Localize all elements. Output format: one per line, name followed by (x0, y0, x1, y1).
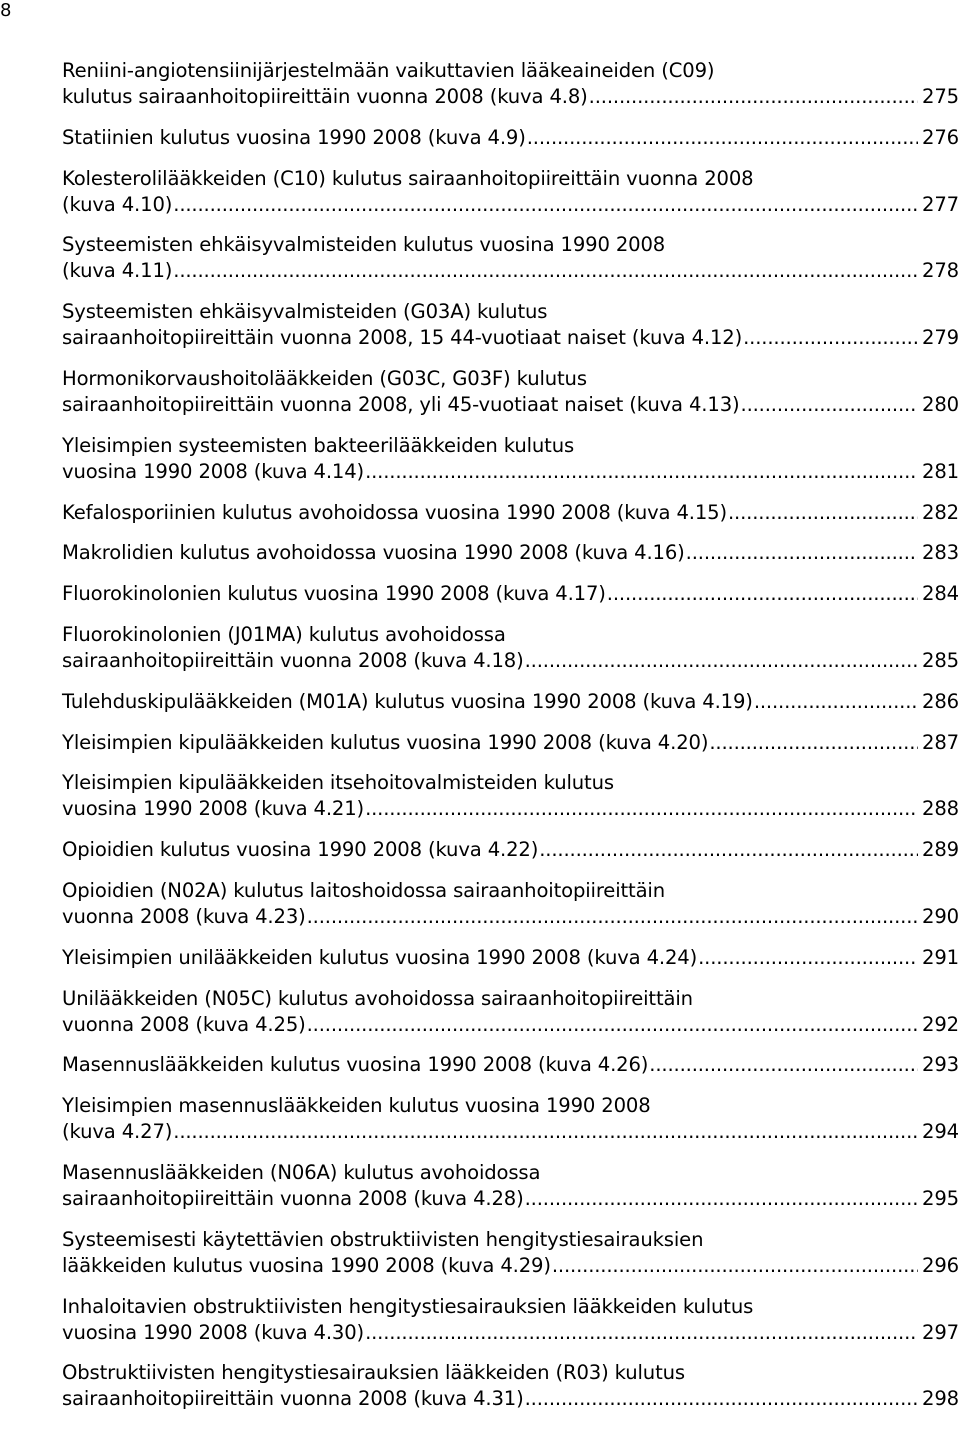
toc-entry-page-number: 280 (922, 392, 959, 416)
toc-entry-title-line: Yleisimpien kipulääkkeiden itsehoitovalmisteiden kulutus (62, 771, 614, 795)
toc-entry-page-number: 276 (922, 125, 959, 149)
toc-entry-page-number: 291 (922, 945, 959, 969)
toc-entry-title-line: Yleisimpien kipulääkkeiden kulutus vuosina 1990 2008 (kuva 4.20) (62, 730, 709, 754)
dot-leader (173, 258, 918, 284)
toc-entry-title-line: kulutus sairaanhoitopiireittäin vuonna 2008 (kuva 4.8) (62, 85, 588, 108)
dot-leader (607, 581, 918, 607)
toc-entry-page-number: 287 (922, 730, 959, 754)
toc-entry-last-line (62, 125, 959, 151)
toc-entry-last-line (62, 392, 959, 418)
toc-entry-title-line: Hormonikorvaushoitolääkkeiden (G03C, G03F) kulutus (62, 366, 587, 390)
toc-entry-page-number: 294 (922, 1120, 959, 1144)
toc-entry-title-line: Systeemisten ehkäisyvalmisteiden (G03A) kulutus (62, 300, 548, 324)
toc-entry-title-line: Opioidien kulutus vuosina 1990 2008 (kuva 4.22) (62, 838, 539, 862)
dot-leader (307, 1012, 918, 1038)
toc-entry[interactable] (62, 986, 959, 1038)
toc-entry-title-line: Yleisimpien systeemisten bakteerilääkkeiden kulutus (62, 433, 575, 457)
toc-entry-page-number: 290 (922, 904, 959, 928)
toc-entry-last-line (62, 325, 959, 351)
toc-entry-last-line (62, 1320, 959, 1346)
toc-entry-page-number: 285 (922, 648, 959, 672)
toc-entry[interactable] (62, 1360, 959, 1412)
toc-entry-page-number: 296 (922, 1253, 959, 1277)
toc-entry[interactable] (62, 1227, 959, 1279)
toc-entry-page-number: 277 (922, 192, 959, 216)
dot-leader (173, 192, 918, 218)
toc-entry-page-number: 286 (922, 689, 959, 713)
dot-leader (173, 1119, 918, 1145)
toc-entry-page-number: 295 (922, 1186, 959, 1210)
page-number: 8 (0, 0, 12, 21)
toc-entry[interactable] (62, 232, 959, 284)
toc-entry-title-line: Systeemisesti käytettävien obstruktiivisten hengitystiesairauksien (62, 1227, 704, 1251)
toc-entry-title-line: Yleisimpien unilääkkeiden kulutus vuosina 1990 2008 (kuva 4.24) (62, 945, 698, 969)
toc-entry-title-line: Kolesterolilääkkeiden (C10) kulutus sairaanhoitopiireittäin vuonna 2008 (62, 166, 754, 190)
toc-entry-page-number: 282 (922, 500, 959, 524)
toc-entry-last-line (62, 837, 959, 863)
toc-entry-title-line: sairaanhoitopiireittäin vuonna 2008 (kuva 4.18) (62, 648, 524, 672)
toc-entry-title-line: vuosina 1990 2008 (kuva 4.14) (62, 459, 365, 483)
toc-entry[interactable] (62, 878, 959, 930)
table-of-contents (62, 58, 959, 1427)
toc-entry-title-line: (kuva 4.10) (62, 192, 173, 216)
toc-entry-last-line (62, 84, 959, 110)
toc-entry-page-number: 298 (922, 1387, 959, 1411)
toc-entry[interactable] (62, 770, 959, 822)
toc-entry-last-line (62, 904, 959, 930)
toc-entry-title-line: vuosina 1990 2008 (kuva 4.30) (62, 1320, 365, 1344)
toc-entry[interactable] (62, 837, 959, 863)
dot-leader (649, 1052, 918, 1078)
toc-entry-last-line (62, 796, 959, 822)
dot-leader (741, 392, 919, 418)
dot-leader (365, 1320, 918, 1346)
toc-entry-title-line: Fluorokinolonien (J01MA) kulutus avohoidossa (62, 622, 506, 646)
toc-entry-title-line: lääkkeiden kulutus vuosina 1990 2008 (kuva 4.29) (62, 1253, 551, 1277)
toc-entry[interactable] (62, 1093, 959, 1145)
toc-entry-page-number: 284 (922, 582, 959, 606)
toc-entry-last-line (62, 730, 959, 756)
toc-entry[interactable] (62, 166, 959, 218)
toc-entry-last-line (62, 1386, 959, 1412)
toc-entry[interactable] (62, 1160, 959, 1212)
dot-leader (698, 945, 918, 971)
toc-entry[interactable] (62, 730, 959, 756)
toc-entry[interactable] (62, 689, 959, 715)
toc-entry-page-number: 278 (922, 259, 959, 283)
toc-entry[interactable] (62, 433, 959, 485)
toc-entry-title-line: Unilääkkeiden (N05C) kulutus avohoidossa sairaanhoitopiireittäin (62, 986, 693, 1010)
toc-entry-last-line (62, 459, 959, 485)
toc-entry-title-line: Kefalosporiinien kulutus avohoidossa vuosina 1990 2008 (kuva 4.15) (62, 500, 727, 524)
toc-entry-last-line (62, 192, 959, 218)
toc-entry-title-line: Reniini-angiotensiinijärjestelmään vaikuttavien lääkeaineiden (C09) (62, 59, 715, 82)
toc-entry-title-line: vuonna 2008 (kuva 4.25) (62, 1012, 306, 1036)
toc-entry-title-line: sairaanhoitopiireittäin vuonna 2008 (kuva 4.28) (62, 1186, 524, 1210)
toc-entry-title-line: vuonna 2008 (kuva 4.23) (62, 904, 306, 928)
toc-entry-title-line: Tulehduskipulääkkeiden (M01A) kulutus vuosina 1990 2008 (kuva 4.19) (62, 689, 753, 713)
toc-entry-last-line (62, 945, 959, 971)
dot-leader (743, 325, 918, 351)
toc-entry-title-line: vuosina 1990 2008 (kuva 4.21) (62, 797, 365, 821)
toc-entry[interactable] (62, 299, 959, 351)
dot-leader (307, 904, 918, 930)
dot-leader (709, 730, 918, 756)
dot-leader (525, 1186, 918, 1212)
toc-entry[interactable] (62, 125, 959, 151)
toc-entry[interactable] (62, 540, 959, 566)
toc-entry-page-number: 289 (922, 838, 959, 862)
toc-entry[interactable] (62, 622, 959, 674)
dot-leader (527, 125, 918, 151)
toc-entry[interactable] (62, 1052, 959, 1078)
dot-leader (589, 84, 918, 110)
toc-entry-title-line: (kuva 4.11) (62, 259, 173, 283)
dot-leader (525, 1386, 918, 1412)
toc-entry-title-line: Masennuslääkkeiden (N06A) kulutus avohoidossa (62, 1160, 541, 1184)
toc-entry[interactable] (62, 581, 959, 607)
toc-entry-last-line (62, 540, 959, 566)
toc-entry-last-line (62, 1052, 959, 1078)
toc-entry[interactable] (62, 945, 959, 971)
toc-entry-page-number: 288 (922, 797, 959, 821)
toc-entry-last-line (62, 1186, 959, 1212)
toc-entry-title-line: Statiinien kulutus vuosina 1990 2008 (kuva 4.9) (62, 125, 526, 149)
dot-leader (552, 1253, 918, 1279)
dot-leader (525, 648, 918, 674)
toc-entry-title-line: Inhaloitavien obstruktiivisten hengitystiesairauksien lääkkeiden kulutus (62, 1294, 754, 1318)
toc-entry-title-line: Obstruktiivisten hengitystiesairauksien lääkkeiden (R03) kulutus (62, 1361, 685, 1385)
toc-entry-last-line (62, 1012, 959, 1038)
toc-entry-page-number: 281 (922, 459, 959, 483)
toc-entry-title-line: Fluorokinolonien kulutus vuosina 1990 2008 (kuva 4.17) (62, 582, 606, 606)
toc-entry-title-line: sairaanhoitopiireittäin vuonna 2008, yli 45-vuotiaat naiset (kuva 4.13) (62, 392, 740, 416)
toc-entry-title-line: Opioidien (N02A) kulutus laitoshoidossa sairaanhoitopiireittäin (62, 878, 665, 902)
dot-leader (365, 796, 918, 822)
toc-entry[interactable] (62, 500, 959, 526)
toc-entry-page-number: 279 (922, 326, 959, 350)
dot-leader (539, 837, 918, 863)
dot-leader (365, 459, 918, 485)
toc-entry-last-line (62, 500, 959, 526)
dot-leader (686, 540, 918, 566)
toc-entry-title-line: Yleisimpien masennuslääkkeiden kulutus vuosina 1990 2008 (62, 1094, 651, 1118)
toc-entry-page-number: 293 (922, 1053, 959, 1077)
toc-entry-title-line: Makrolidien kulutus avohoidossa vuosina 1990 2008 (kuva 4.16) (62, 541, 685, 565)
toc-entry[interactable] (62, 58, 959, 110)
toc-entry-last-line (62, 581, 959, 607)
toc-entry-title-line: sairaanhoitopiireittäin vuonna 2008 (kuva 4.31) (62, 1387, 524, 1411)
toc-entry-last-line (62, 1119, 959, 1145)
toc-entry-page-number: 292 (922, 1012, 959, 1036)
toc-entry-title-line: sairaanhoitopiireittäin vuonna 2008, 15 44-vuotiaat naiset (kuva 4.12) (62, 326, 743, 350)
toc-entry-last-line (62, 258, 959, 284)
toc-entry-title-line: Systeemisten ehkäisyvalmisteiden kulutus vuosina 1990 2008 (62, 233, 666, 257)
toc-entry[interactable] (62, 1294, 959, 1346)
toc-entry-last-line (62, 689, 959, 715)
toc-entry-title-line: Masennuslääkkeiden kulutus vuosina 1990 2008 (kuva 4.26) (62, 1053, 649, 1077)
toc-entry-page-number: 275 (922, 85, 959, 108)
toc-entry-last-line (62, 648, 959, 674)
dot-leader (728, 500, 918, 526)
toc-entry-page-number: 297 (922, 1320, 959, 1344)
dot-leader (754, 689, 918, 715)
toc-entry[interactable] (62, 366, 959, 418)
toc-entry-title-line: (kuva 4.27) (62, 1120, 173, 1144)
toc-entry-page-number: 283 (922, 541, 959, 565)
toc-entry-last-line (62, 1253, 959, 1279)
